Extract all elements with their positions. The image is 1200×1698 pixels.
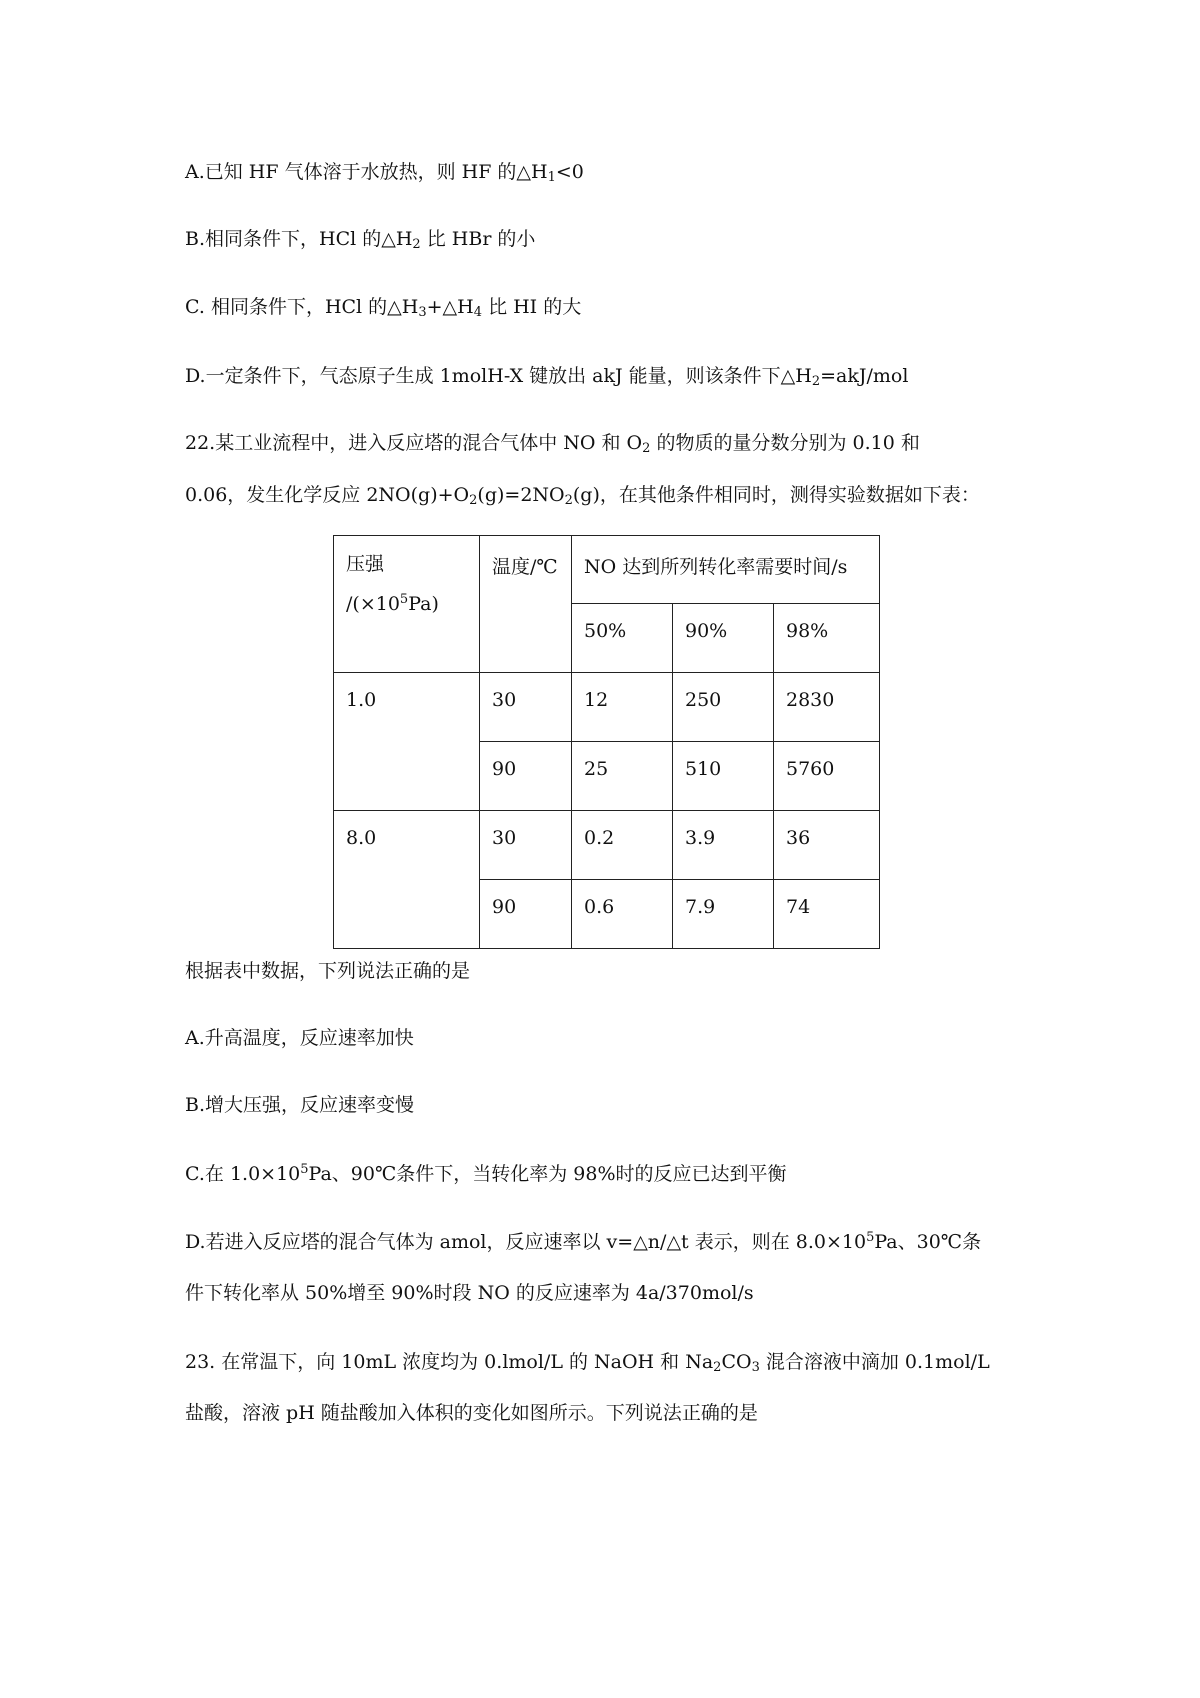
cell-temp: 30 bbox=[480, 673, 572, 742]
q21-option-c: C. 相同条件下，HCl 的$\triangle H_3+\triangle H_4$ 比 HI 的大 bbox=[185, 296, 582, 320]
cell-value: 2830 bbox=[774, 673, 880, 742]
table-row bbox=[334, 811, 880, 880]
cell-temp: 90 bbox=[480, 742, 572, 811]
q21-option-d: D.一定条件下，气态原子生成 1molH-X 键放出 akJ 能量，则该条件下$\triangle H_2=akJ$/mol bbox=[185, 365, 909, 389]
experiment-data-table bbox=[333, 535, 880, 949]
cell-value: 250 bbox=[673, 673, 774, 742]
q22-option-b: B.增大压强，反应速率变慢 bbox=[185, 1094, 415, 1116]
cell-value: 0.6 bbox=[572, 880, 673, 949]
q23-stem-line1: 23. 在常温下，向 10mL 浓度均为 0.lmol/L 的 NaOH 和 $Na_2CO_3$ 混合溶液中滴加 0.1mol/L bbox=[185, 1351, 990, 1375]
header-time: NO 达到所列转化率需要时间/s bbox=[572, 536, 880, 604]
header-temperature: 温度/℃ bbox=[480, 536, 572, 673]
q22-option-d-line1: D.若进入反应塔的混合气体为 amol，反应速率以 v=△n/△t 表示，则在 $8.0\times 10^5Pa$、30℃条 bbox=[185, 1230, 982, 1253]
q22-stem-line2: 0.06，发生化学反应 $2NO(g)+O_2(g)=2NO_2(g)$，在其他条件相同时，测得实验数据如下表： bbox=[185, 484, 980, 508]
header-rate-90: 90% bbox=[673, 604, 774, 673]
q22-stem-line1: 22.某工业流程中，进入反应塔的混合气体中 NO 和 $O_2$ 的物质的量分数分别为 0.10 和 bbox=[185, 432, 920, 456]
cell-value: 12 bbox=[572, 673, 673, 742]
cell-value: 7.9 bbox=[673, 880, 774, 949]
cell-value: 5760 bbox=[774, 742, 880, 811]
q22-option-a: A.升高温度，反应速率加快 bbox=[185, 1027, 414, 1049]
header-rate-98: 98% bbox=[774, 604, 880, 673]
q22-option-d-line2: 件下转化率从 50%增至 90%时段 NO 的反应速率为 4a/370mol/s bbox=[185, 1282, 754, 1304]
cell-pressure: 8.0 bbox=[334, 811, 480, 949]
header-rate-50: 50% bbox=[572, 604, 673, 673]
cell-value: 36 bbox=[774, 811, 880, 880]
q21-option-b: B.相同条件下，HCl 的$\triangle H_2$ 比 HBr 的小 bbox=[185, 228, 536, 252]
cell-value: 25 bbox=[572, 742, 673, 811]
cell-value: 510 bbox=[673, 742, 774, 811]
cell-temp: 30 bbox=[480, 811, 572, 880]
cell-value: 74 bbox=[774, 880, 880, 949]
cell-pressure: 1.0 bbox=[334, 673, 480, 811]
cell-value: 0.2 bbox=[572, 811, 673, 880]
q22-question: 根据表中数据，下列说法正确的是 bbox=[185, 960, 471, 982]
cell-temp: 90 bbox=[480, 880, 572, 949]
table-row bbox=[334, 673, 880, 742]
header-pressure: 压强 $/(\times 10^5Pa)$ bbox=[334, 536, 480, 673]
q22-option-c: C.在 $1.0\times 10^5Pa$、90℃条件下，当转化率为 98%时的反应已达到平衡 bbox=[185, 1162, 787, 1185]
q21-option-a: A.已知 HF 气体溶于水放热，则 HF 的$\triangle H_1<0$ bbox=[185, 161, 584, 185]
q23-stem-line2: 盐酸，溶液 pH 随盐酸加入体积的变化如图所示。下列说法正确的是 bbox=[185, 1402, 758, 1424]
cell-value: 3.9 bbox=[673, 811, 774, 880]
